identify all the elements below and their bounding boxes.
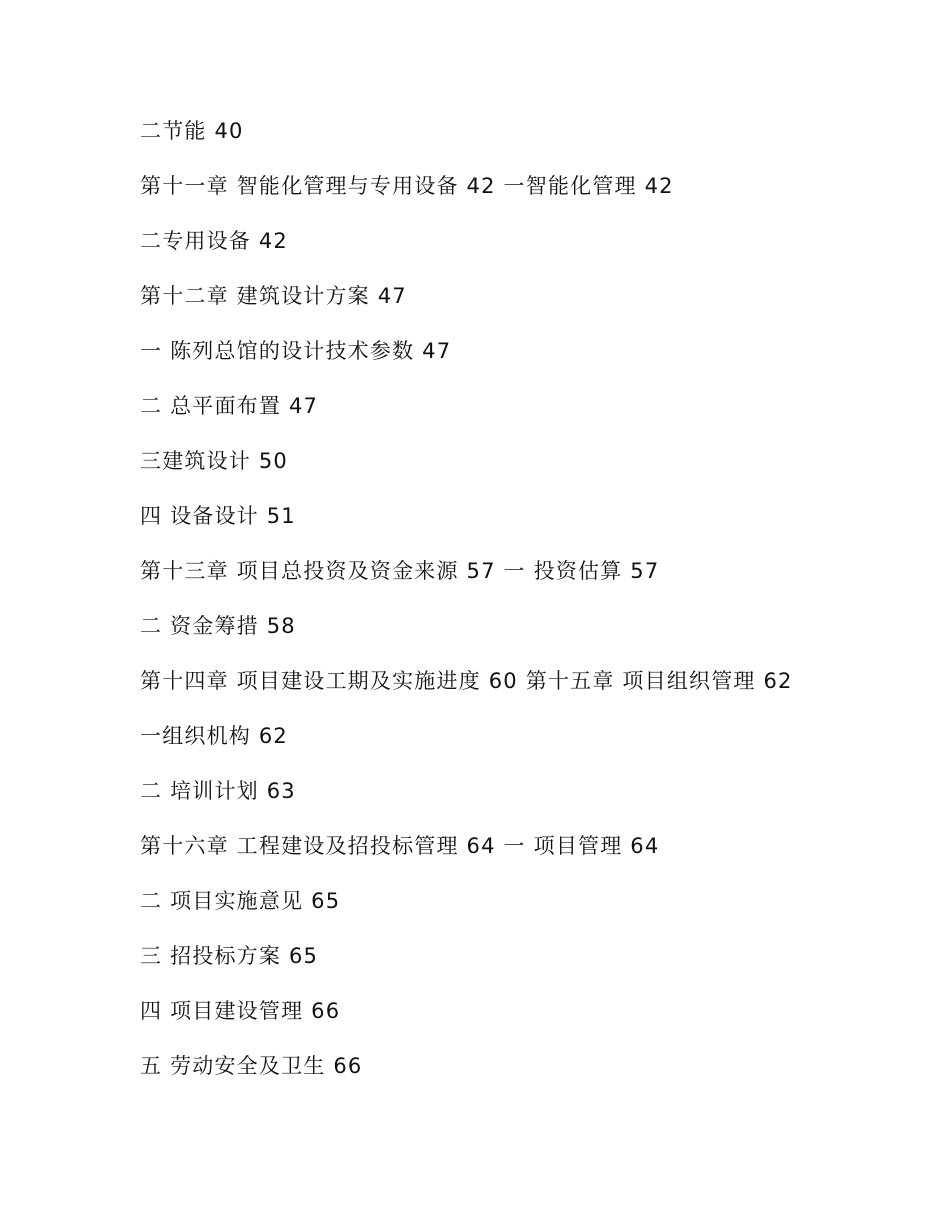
table-of-contents [140,116,810,1106]
toc-entry: 二 项目实施意见 65 [140,889,341,913]
toc-entry: 四 设备设计 51 [140,504,296,528]
toc-entry: 二节能 40 [140,119,244,143]
toc-entry: 第十一章 智能化管理与专用设备 42 一智能化管理 42 [140,174,674,198]
toc-entry: 三建筑设计 50 [140,449,288,473]
toc-entry: 第十六章 工程建设及招投标管理 64 一 项目管理 64 [140,834,660,858]
toc-entry: 二 总平面布置 47 [140,394,319,418]
toc-entry: 第十四章 项目建设工期及实施进度 60 第十五章 项目组织管理 62 [140,669,793,693]
toc-entry: 第十二章 建筑设计方案 47 [140,284,407,308]
toc-entry: 一组织机构 62 [140,724,288,748]
toc-entry: 一 陈列总馆的设计技术参数 47 [140,339,452,363]
toc-entry: 二 资金筹措 58 [140,614,296,638]
toc-entry: 三 招投标方案 65 [140,944,319,968]
toc-entry: 四 项目建设管理 66 [140,999,341,1023]
toc-entry: 二 培训计划 63 [140,779,296,803]
toc-entry: 第十三章 项目总投资及资金来源 57 一 投资估算 57 [140,559,660,583]
toc-entry: 二专用设备 42 [140,229,288,253]
toc-entry: 五 劳动安全及卫生 66 [140,1054,363,1078]
